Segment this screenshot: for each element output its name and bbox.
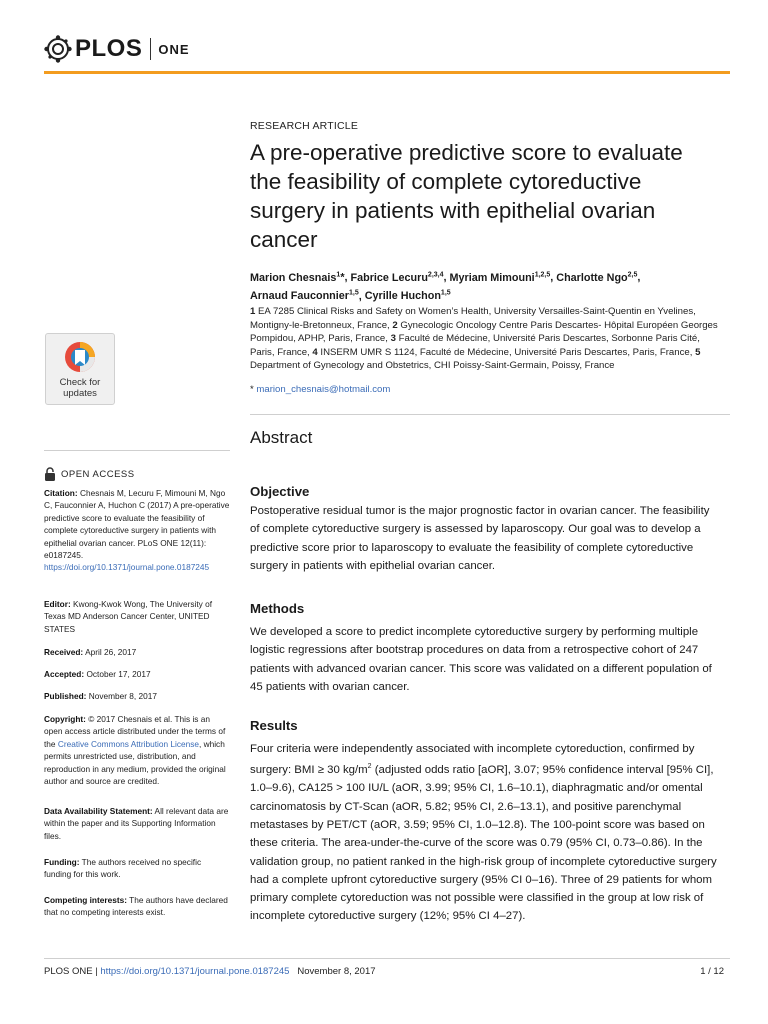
email-link[interactable]: marion_chesnais@hotmail.com — [256, 384, 391, 395]
author[interactable]: Fabrice Lecuru$^{2,3,4}$ — [350, 271, 444, 284]
open-lock-icon — [44, 467, 56, 481]
article-title: A pre-operative predictive score to evaluate the feasibility of complete cytoreductive surgery in patients with epithelial ovarian cancer — [250, 140, 683, 252]
author[interactable]: Arnaud Fauconnier$^{1,5}$ — [250, 289, 359, 303]
citation: Citation: Chesnais M, Lecuru F, Mimouni M, Ngo C, Fauconnier A, Huchon C (2017) A pre-operative predictive score to evaluate the feasibility of complete cytoreductive surgery in patients with epithelial ovarian cancer. PLoS ONE 12(11): e0187245. https://doi.org/10.1371/journal.pone.0187245 — [44, 488, 230, 573]
data-availability: Data Availability Statement: All relevant data are within the paper and its Supporting Information files. — [44, 806, 229, 841]
citation-doi-link[interactable]: https://doi.org/10.1371/journal.pone.0187245 — [44, 562, 210, 573]
open-access-label: OPEN ACCESS — [44, 467, 135, 481]
methods-text: We developed a score to predict incomplete cytoreductive surgery by performing multiple logistic regressions after bootstrap procedures on data from a retrospective cohort of 247 patients with advanced ovarian cancer. This score was validated on a different population of 45 patients with ovarian cancer. — [250, 626, 712, 693]
footer-rule — [44, 958, 730, 959]
author[interactable]: Myriam Mimouni$^{1,2,5}$ — [449, 271, 551, 284]
abstract-heading: Abstract — [250, 428, 313, 447]
sidebar-rule — [44, 450, 230, 451]
objective-text: Postoperative residual tumor is the major prognostic factor in ovarian cancer. The feasibility of complete cytoreductive surgery is assessed by laparoscopy. Our goal was to develop a predictive score prior to laparoscopy to evaluate the feasibility of complete cytoreductive surgery in patients with epithelial ovarian cancer. — [250, 505, 710, 572]
results-text: Four criteria were independently associated with incomplete cytoreduction, confirmed by surgery: BMI ≥ 30 $kg/m^2$ (adjusted odds ratio [aOR], 3.07; 95% confidence interval [95% CI], 1.0–9.6), CA125 > 100 IU/L (aOR, 3.99; 95% CI, 1.6–10.1), diaphragmatic and/or omental carcinomatosis by CT-Scan (aOR, 5.82; 95% CI, 2.6–13.1), and positive parenchymal metastases by PET/CT (aOR, 3.59; 95% CI, 1.0–12.8). The 100-point score was based on these criteria. The area-under-the-curve of the score was 0.79 (95% CI, 0.73–0.86). In the validation group, no patient ranked in the high-risk group of incomplete cytoreductive surgery had a complete upfront cytoreductive surgery (95% CI 0–16). Three of 29 patients for whom primary complete cytoreduction was not possible were classified in the group at low risk of incomplete cytoreductive surgery (12%; 95% CI 4–27). — [250, 743, 717, 923]
footer-citation: PLOS ONE | https://doi.org/10.1371/journal.pone.0187245 November 8, 2017 — [44, 966, 376, 977]
footer-journal: PLOS ONE — [44, 966, 93, 977]
author-line-2: Arnaud Fauconnier$^{1,5}$, Cyrille Huchon$^{1,5}$ — [250, 289, 451, 303]
plos-logo-icon — [44, 35, 72, 63]
received-date: Received: April 26, 2017 — [44, 647, 137, 657]
page-number: 1 / 12 — [700, 966, 724, 977]
license-link[interactable]: Creative Commons Attribution License — [57, 738, 199, 749]
abstract-rule — [250, 414, 730, 415]
author-list — [250, 267, 720, 304]
author[interactable]: Cyrille Huchon$^{1,5}$ — [364, 289, 451, 303]
check-for-updates-badge[interactable] — [45, 333, 115, 405]
published-date: Published: November 8, 2017 — [44, 691, 157, 701]
badge-label: Check for updates — [59, 377, 101, 399]
funding: Funding: The authors received no specific funding for this work. — [44, 857, 202, 880]
competing-interests: Competing interests: The authors have declared that no competing interests exist. — [44, 895, 228, 918]
logo-wordmark: PLOS — [75, 35, 143, 62]
footer-date: November 8, 2017 — [297, 966, 376, 977]
logo-separator — [150, 38, 151, 60]
author-line-1: Marion Chesnais$^1$*, Fabrice Lecuru$^{2,3,4}$, Myriam Mimouni$^{1,2,5}$, Charlotte Ngo$^{2,5}$, — [250, 271, 641, 284]
copyright: Copyright: © 2017 Chesnais et al. This is an open access article distributed under the terms of the Creative Commons Attribution License, which permits unrestricted use, distribution, and reproduction in any medium, provided the original author and source are credited. — [44, 714, 226, 787]
methods-heading: Methods — [250, 601, 305, 616]
article-type: RESEARCH ARTICLE — [250, 120, 359, 132]
header-rule — [44, 71, 730, 74]
author[interactable]: Charlotte Ngo$^{2,5}$ — [556, 271, 638, 284]
plos-logo[interactable] — [44, 34, 190, 64]
results-heading: Results — [250, 718, 298, 733]
footer-doi-link[interactable]: https://doi.org/10.1371/journal.pone.0187245 — [100, 966, 290, 977]
objective-heading: Objective — [250, 484, 310, 499]
corresponding-author: * marion_chesnais@hotmail.com — [250, 384, 391, 395]
affiliations: 1 EA 7285 Clinical Risks and Safety on Women’s Health, University Versailles-Saint-Quentin en Yvelines, Montigny-le-Bretonneux, France, 2 Gynecologic Oncology Centre Paris Descartes- Hôpital Européen Georges Pompidou, APHP, Paris, France, 3 Faculté de Médecine, Université Paris Descartes, Sorbonne Paris Cité, Paris, France, 4 INSERM UMR S 1124, Faculté de Médecine, Université Paris Descartes, Paris, France, 5 Department of Gynecology and Obstetrics, CHI Poissy-Saint-Germain, Poissy, France — [250, 306, 718, 372]
author[interactable]: Marion Chesnais$^1$ — [250, 271, 341, 284]
editor: Editor: Kwong-Kwok Wong, The University of Texas MD Anderson Cancer Center, UNITED STATES — [44, 599, 213, 634]
logo-journal-name: ONE — [158, 41, 190, 57]
accepted-date: Accepted: October 17, 2017 — [44, 669, 151, 679]
check-for-updates-icon — [64, 341, 96, 373]
